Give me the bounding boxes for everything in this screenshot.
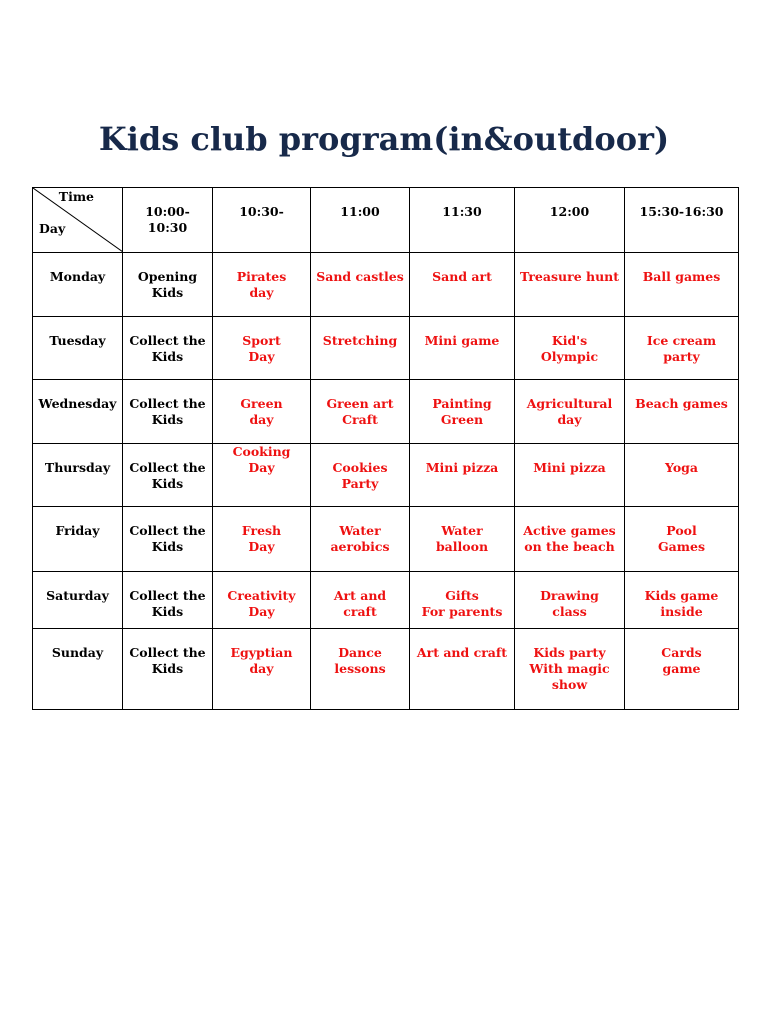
activity-cell: Fresh Day [213,507,311,572]
activity-cell: Ice cream party [625,317,739,380]
activity-cell: Art and craft [311,572,410,629]
activity-cell: Stretching [311,317,410,380]
schedule-cell: Opening Kids [123,253,213,317]
activity-cell: Dance lessons [311,629,410,710]
activity-cell: Cooking Day [213,444,311,507]
activity-cell: Sand art [410,253,515,317]
day-cell: Friday [33,507,123,572]
activity-cell: Beach games [625,380,739,444]
activity-cell: Egyptian day [213,629,311,710]
corner-cell [33,188,123,253]
table-row [33,572,739,629]
table-row [33,507,739,572]
activity-cell: Water balloon [410,507,515,572]
activity-cell: Water aerobics [311,507,410,572]
activity-cell: Drawing class [515,572,625,629]
activity-cell: Mini game [410,317,515,380]
activity-cell: Pool Games [625,507,739,572]
page-title: Kids club program(in&outdoor) [98,120,670,158]
table-row [33,444,739,507]
activity-cell: Agricultural day [515,380,625,444]
day-cell: Thursday [33,444,123,507]
schedule-cell: Collect the Kids [123,629,213,710]
activity-cell: Creativity Day [213,572,311,629]
activity-cell: Cards game [625,629,739,710]
activity-cell: Sport Day [213,317,311,380]
activity-cell: Art and craft [410,629,515,710]
activity-cell: Yoga [625,444,739,507]
schedule-cell: Collect the Kids [123,317,213,380]
activity-cell: Gifts For parents [410,572,515,629]
schedule-cell: Collect the Kids [123,380,213,444]
time-label: Time [58,189,94,204]
time-header: 10:00- 10:30 [123,188,213,253]
activity-cell: Mini pizza [410,444,515,507]
activity-cell: Kid's Olympic [515,317,625,380]
activity-cell: Pirates day [213,253,311,317]
activity-cell: Ball games [625,253,739,317]
activity-cell: Treasure hunt [515,253,625,317]
time-header: 12:00 [515,188,625,253]
activity-cell: Kids game inside [625,572,739,629]
time-header: 11:00 [311,188,410,253]
day-cell: Saturday [33,572,123,629]
day-cell: Monday [33,253,123,317]
activity-cell: Mini pizza [515,444,625,507]
header-row [33,188,739,253]
activity-cell: Green day [213,380,311,444]
table-row [33,317,739,380]
program-table [32,187,739,710]
activity-cell: Green art Craft [311,380,410,444]
time-header: 10:30- [213,188,311,253]
activity-cell: Active games on the beach [515,507,625,572]
activity-cell: Cookies Party [311,444,410,507]
schedule-cell: Collect the Kids [123,572,213,629]
table-row [33,380,739,444]
schedule-cell: Collect the Kids [123,507,213,572]
day-label: Day [39,221,66,236]
table-row [33,253,739,317]
schedule-cell: Collect the Kids [123,444,213,507]
day-cell: Tuesday [33,317,123,380]
activity-cell: Painting Green [410,380,515,444]
activity-cell: Kids party With magic show [515,629,625,710]
time-header: 11:30 [410,188,515,253]
table-row [33,629,739,710]
day-cell: Wednesday [33,380,123,444]
time-header: 15:30-16:30 [625,188,739,253]
day-cell: Sunday [33,629,123,710]
activity-cell: Sand castles [311,253,410,317]
